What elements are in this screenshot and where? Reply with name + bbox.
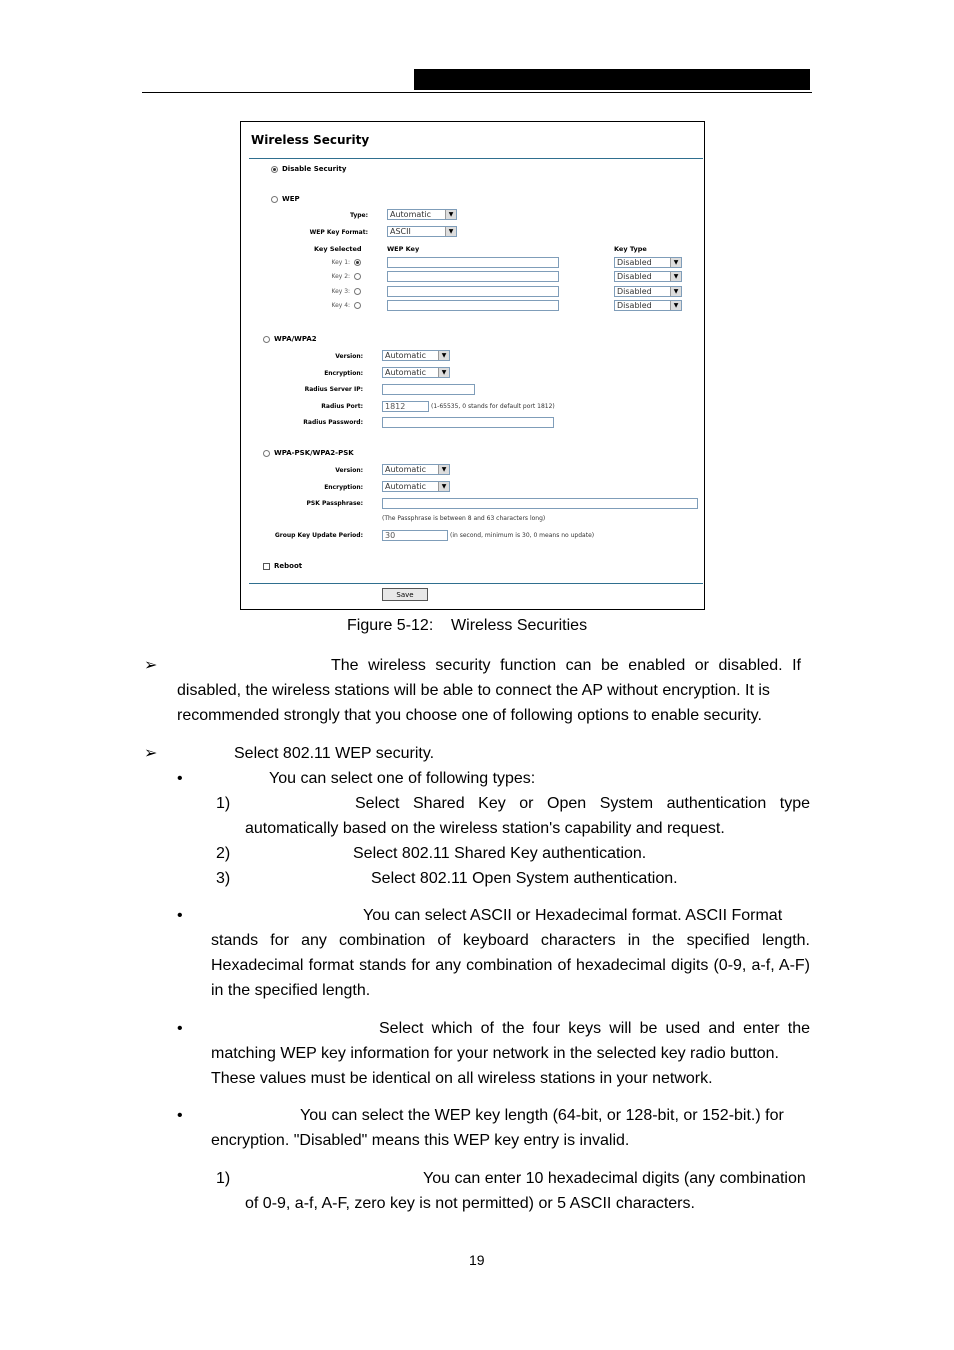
chevron-down-icon: ▼ (438, 368, 449, 377)
keysel-first: Select which of the four keys will be used and enter the (379, 1020, 810, 1037)
wpa-encryption-label: Encryption: (324, 370, 363, 377)
group-key-note: (in second, minimum is 30, 0 means no update) (450, 532, 595, 539)
figure-caption: Figure 5-12: Wireless Securities (347, 617, 588, 634)
key-3-label[interactable]: Key 3: (311, 288, 361, 295)
wpa-option[interactable]: WPA/WPA2 (263, 335, 317, 343)
key-4-label[interactable]: Key 4: (311, 302, 361, 309)
col-key-type: Key Type (614, 245, 647, 253)
radio-icon[interactable] (354, 288, 361, 295)
radio-icon[interactable] (354, 259, 361, 266)
wep-option[interactable]: WEP (271, 195, 300, 203)
dot-bullet-icon: • (177, 1107, 183, 1124)
dot-bullet-icon: • (177, 907, 183, 924)
psk-encryption-label: Encryption: (324, 484, 363, 491)
wep-type-select[interactable]: Automatic ▼ (387, 209, 457, 220)
footer-rule (249, 583, 703, 584)
psk-passphrase-input[interactable] (382, 498, 698, 509)
format-rest: stands for any combination of keyboard characters in the specified length. Hexadecimal format stands for any combination of hexadecimal digits (0-9, a-f, A-F) in the specified length. (211, 932, 810, 999)
reboot-option[interactable]: Reboot (263, 562, 302, 570)
wep-intro: Select 802.11 WEP security. (234, 745, 435, 762)
len-1-num: 1) (216, 1170, 231, 1187)
radius-ip-label: Radius Server IP: (304, 386, 363, 393)
header-rule (142, 92, 812, 93)
type-intro: You can select one of following types: (269, 770, 536, 787)
type-1-num: 1) (216, 795, 231, 812)
p1-rest: disabled, the wireless stations will be able to connect the AP without encryption. It is recommended strongly that you choose one of following options to enable security. (177, 682, 770, 724)
key-2-input[interactable] (387, 271, 559, 282)
radius-ip-input[interactable] (382, 384, 475, 395)
chevron-down-icon: ▼ (445, 210, 456, 219)
group-key-input[interactable]: 30 (382, 530, 448, 541)
wpa-encryption-select[interactable]: Automatic ▼ (382, 367, 450, 378)
len-1-rest: of 0-9, a-f, A-F, zero key is not permitted) or 5 ASCII characters. (245, 1195, 695, 1212)
chevron-down-icon: ▼ (445, 227, 456, 236)
wep-format-label: WEP Key Format: (309, 229, 368, 236)
radius-password-label: Radius Password: (303, 419, 363, 426)
radio-icon[interactable] (263, 336, 270, 343)
psk-passphrase-label: PSK Passphrase: (306, 500, 363, 507)
header-bar (414, 69, 810, 90)
type-3-text: Select 802.11 Open System authentication. (371, 870, 678, 887)
type-1-first: Select Shared Key or Open System authentication type (355, 795, 810, 812)
radius-port-input[interactable]: 1812 (382, 401, 429, 412)
key-3-input[interactable] (387, 286, 559, 297)
key-4-type-select[interactable]: Disabled ▼ (614, 300, 682, 311)
type-2-num: 2) (216, 845, 231, 862)
keysel-rest: matching WEP key information for your network in the selected key radio button. These values must be identical on all wireless stations in your network. (211, 1045, 779, 1087)
p1-first-line: The wireless security function can be enabled or disabled. If (331, 657, 801, 674)
radius-port-label: Radius Port: (321, 403, 363, 410)
key-2-label[interactable]: Key 2: (311, 273, 361, 280)
wep-type-label: Type: (349, 212, 368, 219)
key-3-type-select[interactable]: Disabled ▼ (614, 286, 682, 297)
col-wep-key: WEP Key (387, 245, 420, 253)
psk-version-select[interactable]: Automatic ▼ (382, 464, 450, 475)
radius-port-note: (1-65535, 0 stands for default port 1812) (431, 403, 555, 410)
key-4-input[interactable] (387, 300, 559, 311)
col-key-selected: Key Selected (314, 245, 362, 253)
format-first: You can select ASCII or Hexadecimal format. ASCII Format (363, 907, 783, 924)
keytype-rest: encryption. "Disabled" means this WEP key entry is invalid. (211, 1132, 630, 1149)
chevron-down-icon: ▼ (670, 272, 681, 281)
psk-encryption-select[interactable]: Automatic ▼ (382, 481, 450, 492)
keytype-first: You can select the WEP key length (64-bit, or 128-bit, or 152-bit.) for (300, 1107, 784, 1124)
radius-password-input[interactable] (382, 417, 554, 428)
key-2-type-select[interactable]: Disabled ▼ (614, 271, 682, 282)
type-3-num: 3) (216, 870, 231, 887)
page-number: 19 (469, 1252, 485, 1268)
arrow-bullet-icon: ➢ (144, 657, 158, 674)
wep-format-select[interactable]: ASCII ▼ (387, 226, 457, 237)
dot-bullet-icon: • (177, 770, 183, 787)
chevron-down-icon: ▼ (438, 465, 449, 474)
wireless-security-panel (240, 121, 705, 610)
group-key-label: Group Key Update Period: (274, 532, 363, 539)
type-1-rest: automatically based on the wireless station's capability and request. (245, 820, 725, 837)
dot-bullet-icon: • (177, 1020, 183, 1037)
radio-icon[interactable] (271, 166, 278, 173)
arrow-bullet-icon: ➢ (144, 745, 158, 762)
psk-passphrase-note: (The Passphrase is between 8 and 63 characters long) (382, 515, 546, 522)
radio-icon[interactable] (263, 450, 270, 457)
len-1-first: You can enter 10 hexadecimal digits (any combination (423, 1170, 806, 1187)
save-button[interactable]: Save (382, 588, 428, 601)
panel-title: Wireless Security (251, 133, 370, 147)
checkbox-icon[interactable] (263, 563, 270, 570)
wpa-version-label: Version: (335, 353, 363, 360)
key-1-label[interactable]: Key 1: (311, 259, 361, 266)
wpa-psk-option[interactable]: WPA-PSK/WPA2-PSK (263, 449, 354, 457)
radio-icon[interactable] (354, 302, 361, 309)
key-1-type-select[interactable]: Disabled ▼ (614, 257, 682, 268)
disable-security-option[interactable]: Disable Security (271, 165, 346, 173)
radio-icon[interactable] (354, 273, 361, 280)
chevron-down-icon: ▼ (670, 287, 681, 296)
chevron-down-icon: ▼ (670, 258, 681, 267)
type-2-text: Select 802.11 Shared Key authentication. (353, 845, 647, 862)
psk-version-label: Version: (335, 467, 363, 474)
chevron-down-icon: ▼ (438, 351, 449, 360)
key-1-input[interactable] (387, 257, 559, 268)
radio-icon[interactable] (271, 196, 278, 203)
wpa-version-select[interactable]: Automatic ▼ (382, 350, 450, 361)
chevron-down-icon: ▼ (438, 482, 449, 491)
title-rule (249, 158, 703, 159)
chevron-down-icon: ▼ (670, 301, 681, 310)
